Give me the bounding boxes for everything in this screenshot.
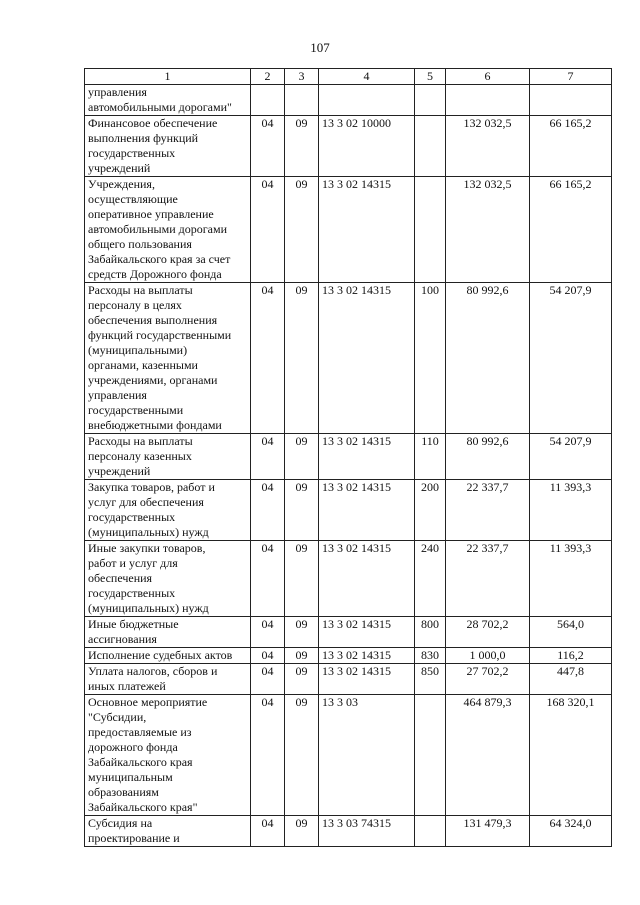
header-cell: 3 xyxy=(285,69,319,85)
row-expense-type: 830 xyxy=(415,648,446,664)
row-expense-type: 850 xyxy=(415,664,446,695)
table-row xyxy=(85,816,612,847)
row-name: Иные закупки товаров, работ и услуг для обеспечения государственных (муниципальных) нужд xyxy=(88,541,209,615)
row-target-code: 13 3 02 14315 xyxy=(319,664,415,695)
row-expense-type xyxy=(415,816,446,847)
row-amount-6: 27 702,2 xyxy=(446,664,530,695)
row-subsection: 09 xyxy=(285,617,319,648)
row-name: Закупка товаров, работ и услуг для обеспечения государственных (муниципальных) нужд xyxy=(88,480,215,539)
row-amount-6: 132 032,5 xyxy=(446,177,530,283)
table-row xyxy=(85,116,612,177)
row-target-code: 13 3 02 14315 xyxy=(319,648,415,664)
row-section: 04 xyxy=(251,648,285,664)
header-cell: 4 xyxy=(319,69,415,85)
row-subsection: 09 xyxy=(285,434,319,480)
page-number: 107 xyxy=(310,40,330,55)
header-cell: 5 xyxy=(415,69,446,85)
row-expense-type xyxy=(415,116,446,177)
row-amount-7: 116,2 xyxy=(530,648,612,664)
row-amount-6: 22 337,7 xyxy=(446,480,530,541)
header-cell: 2 xyxy=(251,69,285,85)
row-amount-6: 464 879,3 xyxy=(446,695,530,816)
row-expense-type: 200 xyxy=(415,480,446,541)
row-subsection: 09 xyxy=(285,541,319,617)
row-target-code: 13 3 02 14315 xyxy=(319,177,415,283)
row-name: Учреждения, осуществляющие оперативное управление автомобильными дорогами общего пользования Забайкальского края за счет средств Дорожного фонда xyxy=(88,177,231,281)
row-amount-7: 11 393,3 xyxy=(530,480,612,541)
row-amount-6: 80 992,6 xyxy=(446,283,530,434)
row-section: 04 xyxy=(251,664,285,695)
row-subsection: 09 xyxy=(285,648,319,664)
row-amount-7: 66 165,2 xyxy=(530,116,612,177)
row-name: Расходы на выплаты персоналу казенных учреждений xyxy=(88,434,193,478)
row-amount-7: 64 324,0 xyxy=(530,816,612,847)
row-expense-type xyxy=(415,85,446,116)
table-row xyxy=(85,177,612,283)
row-name: Расходы на выплаты персоналу в целях обеспечения выполнения функций государственными (муниципальными) органами, казенными учреждениями, органами управления государственными внебюджетными фондами xyxy=(88,283,232,432)
row-expense-type: 240 xyxy=(415,541,446,617)
row-amount-7: 447,8 xyxy=(530,664,612,695)
row-subsection: 09 xyxy=(285,695,319,816)
row-section: 04 xyxy=(251,434,285,480)
row-target-code: 13 3 02 14315 xyxy=(319,541,415,617)
row-section: 04 xyxy=(251,283,285,434)
table-row xyxy=(85,480,612,541)
row-amount-7: 54 207,9 xyxy=(530,283,612,434)
row-target-code: 13 3 02 14315 xyxy=(319,617,415,648)
table-row xyxy=(85,617,612,648)
row-subsection: 09 xyxy=(285,177,319,283)
row-target-code: 13 3 02 10000 xyxy=(319,116,415,177)
row-subsection: 09 xyxy=(285,664,319,695)
header-cell: 7 xyxy=(530,69,612,85)
row-section: 04 xyxy=(251,617,285,648)
row-section: 04 xyxy=(251,177,285,283)
table-row xyxy=(85,283,612,434)
row-name: Исполнение судебных актов xyxy=(88,648,233,662)
row-expense-type xyxy=(415,177,446,283)
row-amount-7: 168 320,1 xyxy=(530,695,612,816)
row-expense-type: 800 xyxy=(415,617,446,648)
table-header-row xyxy=(85,69,612,85)
row-amount-7: 564,0 xyxy=(530,617,612,648)
row-target-code: 13 3 03 74315 xyxy=(319,816,415,847)
row-amount-6: 1 000,0 xyxy=(446,648,530,664)
row-subsection: 09 xyxy=(285,480,319,541)
row-section: 04 xyxy=(251,695,285,816)
row-amount-6 xyxy=(446,85,530,116)
row-section: 04 xyxy=(251,116,285,177)
row-amount-6: 132 032,5 xyxy=(446,116,530,177)
row-amount-6: 80 992,6 xyxy=(446,434,530,480)
row-expense-type xyxy=(415,695,446,816)
row-amount-7: 11 393,3 xyxy=(530,541,612,617)
row-subsection: 09 xyxy=(285,816,319,847)
row-amount-6: 28 702,2 xyxy=(446,617,530,648)
table-row xyxy=(85,648,612,664)
row-name: управления автомобильными дорогами" xyxy=(88,85,232,114)
row-name: Иные бюджетные ассигнования xyxy=(88,617,179,646)
row-amount-7: 66 165,2 xyxy=(530,177,612,283)
row-expense-type: 110 xyxy=(415,434,446,480)
row-section: 04 xyxy=(251,816,285,847)
row-target-code: 13 3 02 14315 xyxy=(319,434,415,480)
table-row xyxy=(85,85,612,116)
header-cell: 1 xyxy=(85,69,251,85)
row-name: Основное мероприятие "Субсидии, предоставляемые из дорожного фонда Забайкальского края муниципальным образованиям Забайкальского края" xyxy=(88,695,208,814)
row-section: 04 xyxy=(251,541,285,617)
row-target-code: 13 3 03 xyxy=(319,695,415,816)
row-target-code xyxy=(319,85,415,116)
table-row xyxy=(85,541,612,617)
row-target-code: 13 3 02 14315 xyxy=(319,283,415,434)
row-subsection: 09 xyxy=(285,116,319,177)
row-amount-6: 22 337,7 xyxy=(446,541,530,617)
row-target-code: 13 3 02 14315 xyxy=(319,480,415,541)
row-name: Уплата налогов, сборов и иных платежей xyxy=(88,664,218,693)
table-row xyxy=(85,664,612,695)
row-subsection: 09 xyxy=(285,283,319,434)
budget-table xyxy=(84,68,612,847)
row-amount-6: 131 479,3 xyxy=(446,816,530,847)
row-expense-type: 100 xyxy=(415,283,446,434)
table-row xyxy=(85,695,612,816)
row-amount-7: 54 207,9 xyxy=(530,434,612,480)
header-cell: 6 xyxy=(446,69,530,85)
row-section xyxy=(251,85,285,116)
row-subsection xyxy=(285,85,319,116)
row-name: Субсидия на проектирование и xyxy=(88,816,180,845)
table-row xyxy=(85,434,612,480)
row-name: Финансовое обеспечение выполнения функций государственных учреждений xyxy=(88,116,218,175)
row-section: 04 xyxy=(251,480,285,541)
row-amount-7 xyxy=(530,85,612,116)
